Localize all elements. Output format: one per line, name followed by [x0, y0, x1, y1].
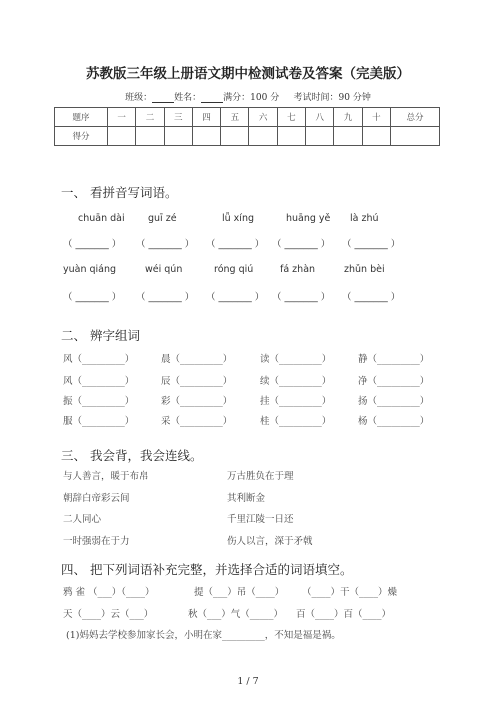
- answer-blank[interactable]: （ _______ ）: [272, 292, 331, 303]
- score-input-cell[interactable]: [249, 127, 277, 146]
- idiom-fill-item[interactable]: 天（____）云（___）: [63, 609, 154, 620]
- exam-time: 考试时间：90 分钟: [293, 93, 371, 103]
- score-cell: 九: [334, 108, 362, 127]
- word-group-item[interactable]: 扬（_________）: [358, 396, 430, 407]
- word-group-item[interactable]: 续（_________）: [260, 376, 332, 387]
- answer-blank[interactable]: （ _______ ）: [136, 239, 195, 250]
- pinyin-item: là zhú: [350, 213, 379, 224]
- match-left-item[interactable]: 一时强弱在于力: [63, 536, 130, 547]
- score-row-label: 得分: [55, 127, 108, 146]
- answer-blank[interactable]: （ _______ ）: [63, 239, 122, 250]
- score-cell: 题序: [55, 108, 108, 127]
- word-group-item[interactable]: 风（_________）: [63, 354, 135, 365]
- score-cell: 八: [306, 108, 334, 127]
- score-cell: 四: [192, 108, 220, 127]
- section-2-heading: 二、 辨字组词: [61, 328, 140, 343]
- answer-blank[interactable]: （ _______ ）: [342, 292, 401, 303]
- answer-blank[interactable]: （ _______ ）: [63, 292, 122, 303]
- word-group-item[interactable]: 静（_________）: [358, 354, 430, 365]
- score-cell: 十: [362, 108, 390, 127]
- match-right-item[interactable]: 伤人以言，深于矛戟: [227, 536, 313, 547]
- match-right-item[interactable]: 千里江陵一日还: [227, 514, 294, 525]
- class-label: 班级：: [125, 93, 153, 103]
- score-input-cell[interactable]: [108, 127, 136, 146]
- word-group-item[interactable]: 杨（_________）: [358, 416, 430, 427]
- word-group-item[interactable]: 读（_________）: [260, 354, 332, 365]
- score-input-cell[interactable]: [221, 127, 249, 146]
- pinyin-item: fá zhàn: [280, 264, 316, 275]
- word-group-item[interactable]: 振（_________）: [63, 396, 135, 407]
- pinyin-item: wéi qún: [145, 264, 183, 275]
- score-input-cell[interactable]: [136, 127, 164, 146]
- score-input-cell[interactable]: [362, 127, 390, 146]
- score-cell: 总分: [391, 108, 440, 127]
- score-cell: 六: [249, 108, 277, 127]
- word-group-item[interactable]: 挂（_________）: [260, 396, 332, 407]
- score-input-cell[interactable]: [306, 127, 334, 146]
- score-input-cell[interactable]: [192, 127, 220, 146]
- page-title: 苏教版三年级上册语文期中检测试卷及答案（完美版）: [86, 66, 410, 82]
- answer-blank[interactable]: （ _______ ）: [206, 292, 265, 303]
- word-group-item[interactable]: 风（_________）: [63, 376, 135, 387]
- score-input-cell[interactable]: [334, 127, 362, 146]
- score-cell: 七: [277, 108, 305, 127]
- idiom-fill-item[interactable]: 鸦 雀 （___）（____）: [63, 587, 155, 598]
- score-input-cell[interactable]: [164, 127, 192, 146]
- section-3-heading: 三、 我会背，我会连线。: [61, 448, 203, 463]
- word-group-item[interactable]: 采（_________）: [161, 416, 233, 427]
- fill-question-1[interactable]: (1)妈妈去学校参加家长会，小明在家_________，不知是福是祸。: [66, 630, 341, 641]
- match-left-item[interactable]: 二人同心: [63, 514, 102, 525]
- answer-blank[interactable]: （ _______ ）: [206, 239, 265, 250]
- page-number: 1 / 7: [237, 676, 259, 687]
- pinyin-item: huāng yě: [286, 213, 331, 224]
- word-group-item[interactable]: 辰（_________）: [161, 376, 233, 387]
- word-group-item[interactable]: 桂（_________）: [260, 416, 332, 427]
- score-cell: 一: [108, 108, 136, 127]
- answer-blank[interactable]: （ _______ ）: [136, 292, 195, 303]
- score-input-cell[interactable]: [391, 127, 440, 146]
- score-table: [54, 107, 440, 146]
- idiom-fill-item[interactable]: 秋（___）气（_____）: [188, 609, 284, 620]
- answer-blank[interactable]: （ _______ ）: [272, 239, 331, 250]
- pinyin-item: yuàn qiáng: [63, 264, 117, 275]
- answer-blank[interactable]: （ _______ ）: [342, 239, 401, 250]
- match-left-item[interactable]: 朝辞白帝彩云间: [63, 493, 130, 504]
- pinyin-item: róng qiú: [214, 264, 254, 275]
- pinyin-item: lǚ xíng: [222, 213, 254, 224]
- idiom-fill-item[interactable]: 提（___）吊（____）: [194, 587, 285, 598]
- full-score: 满分：100 分: [223, 93, 280, 103]
- pinyin-item: zhǔn bèi: [344, 264, 385, 275]
- match-left-item[interactable]: 与人善言，暖于布帛: [63, 471, 149, 482]
- score-cell: 二: [136, 108, 164, 127]
- idiom-fill-item[interactable]: 百（____）百（____）: [296, 609, 392, 620]
- section-1-heading: 一、 看拼音写词语。: [61, 185, 178, 200]
- score-cell: 三: [164, 108, 192, 127]
- match-right-item[interactable]: 其利断金: [227, 493, 266, 504]
- class-blank: [152, 102, 174, 103]
- pinyin-item: chuān dài: [78, 213, 125, 224]
- word-group-item[interactable]: 服（_________）: [63, 416, 135, 427]
- name-label: 姓名：: [174, 93, 202, 103]
- score-table-header-row: [55, 108, 440, 127]
- word-group-item[interactable]: 彩（_________）: [161, 396, 233, 407]
- idiom-fill-item[interactable]: （____）干（____）燥: [302, 587, 398, 598]
- name-blank: [201, 102, 223, 103]
- score-input-cell[interactable]: [277, 127, 305, 146]
- word-group-item[interactable]: 净（_________）: [358, 376, 430, 387]
- match-right-item[interactable]: 万古胜负在于理: [227, 471, 294, 482]
- exam-meta: [0, 90, 496, 103]
- score-table-score-row: [55, 127, 440, 146]
- pinyin-item: guī zé: [148, 213, 177, 224]
- word-group-item[interactable]: 晨（_________）: [161, 354, 233, 365]
- section-4-heading: 四、 把下列词语补充完整，并选择合适的词语填空。: [61, 562, 353, 577]
- score-cell: 五: [221, 108, 249, 127]
